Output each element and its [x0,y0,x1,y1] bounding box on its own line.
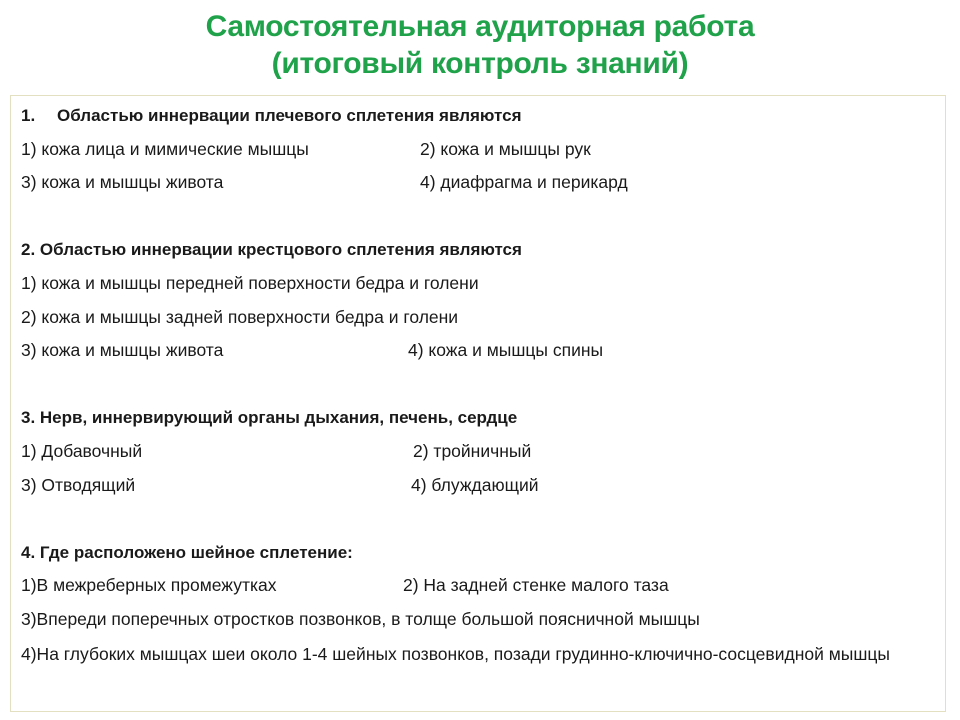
answer-option: 3) Отводящий [21,474,136,495]
answer-option: 4) диафрагма и перикард [420,172,628,193]
answer-option: 2) тройничный [413,440,532,461]
answer-row [10,569,945,603]
answer-option: 1)В межреберных промежутках [21,575,277,596]
question-4 [10,536,945,570]
question-3-text: 3. Нерв, иннервирующий органы дыхания, печень, сердце [21,408,518,428]
answer-option: 4) кожа и мышцы спины [408,340,604,361]
answer-option: 2) кожа и мышцы задней поверхности бедра и голени [21,306,459,327]
answer-row [10,166,945,200]
spacer [10,502,945,536]
question-1-text: Областью иннервации плечевого сплетения являются [57,106,522,125]
quiz-content [10,99,945,668]
answer-row [10,301,945,335]
question-1-number: 1. [21,106,36,125]
answer-option: 3) кожа и мышцы живота [21,172,224,193]
answer-option: 1) кожа лица и мимические мышцы [21,138,309,159]
answer-row [10,334,945,368]
answer-row [10,603,945,637]
answer-row [10,469,945,503]
title-line-2: (итоговый контроль знаний) [271,47,689,80]
question-3 [10,401,945,435]
answer-option: 4) блуждающий [411,474,539,495]
answer-option: 1) кожа и мышцы передней поверхности бедра и голени [21,272,479,293]
spacer [10,368,945,402]
slide-title [0,8,960,82]
answer-row [10,133,945,167]
answer-row [10,637,945,668]
spacer [10,200,945,234]
answer-option: 4)На глубоких мышцах шеи около 1-4 шейных позвонков, позади грудинно-ключично-сосцевидной мышцы [21,643,890,664]
answer-row [10,435,945,469]
question-1 [10,99,945,133]
answer-option: 2) На задней стенке малого таза [403,575,669,596]
question-4-text: 4. Где расположено шейное сплетение: [21,542,353,562]
question-2 [10,233,945,267]
answer-option: 3) кожа и мышцы живота [21,340,224,361]
question-2-text: 2. Областью иннервации крестцового сплетения являются [21,240,522,260]
answer-option: 1) Добавочный [21,440,143,461]
answer-option: 2) кожа и мышцы рук [420,138,591,159]
answer-option: 3)Впереди поперечных отростков позвонков, в толще большой поясничной мышцы [21,608,700,629]
title-line-1: Самостоятельная аудиторная работа [205,10,755,43]
answer-row [10,267,945,301]
